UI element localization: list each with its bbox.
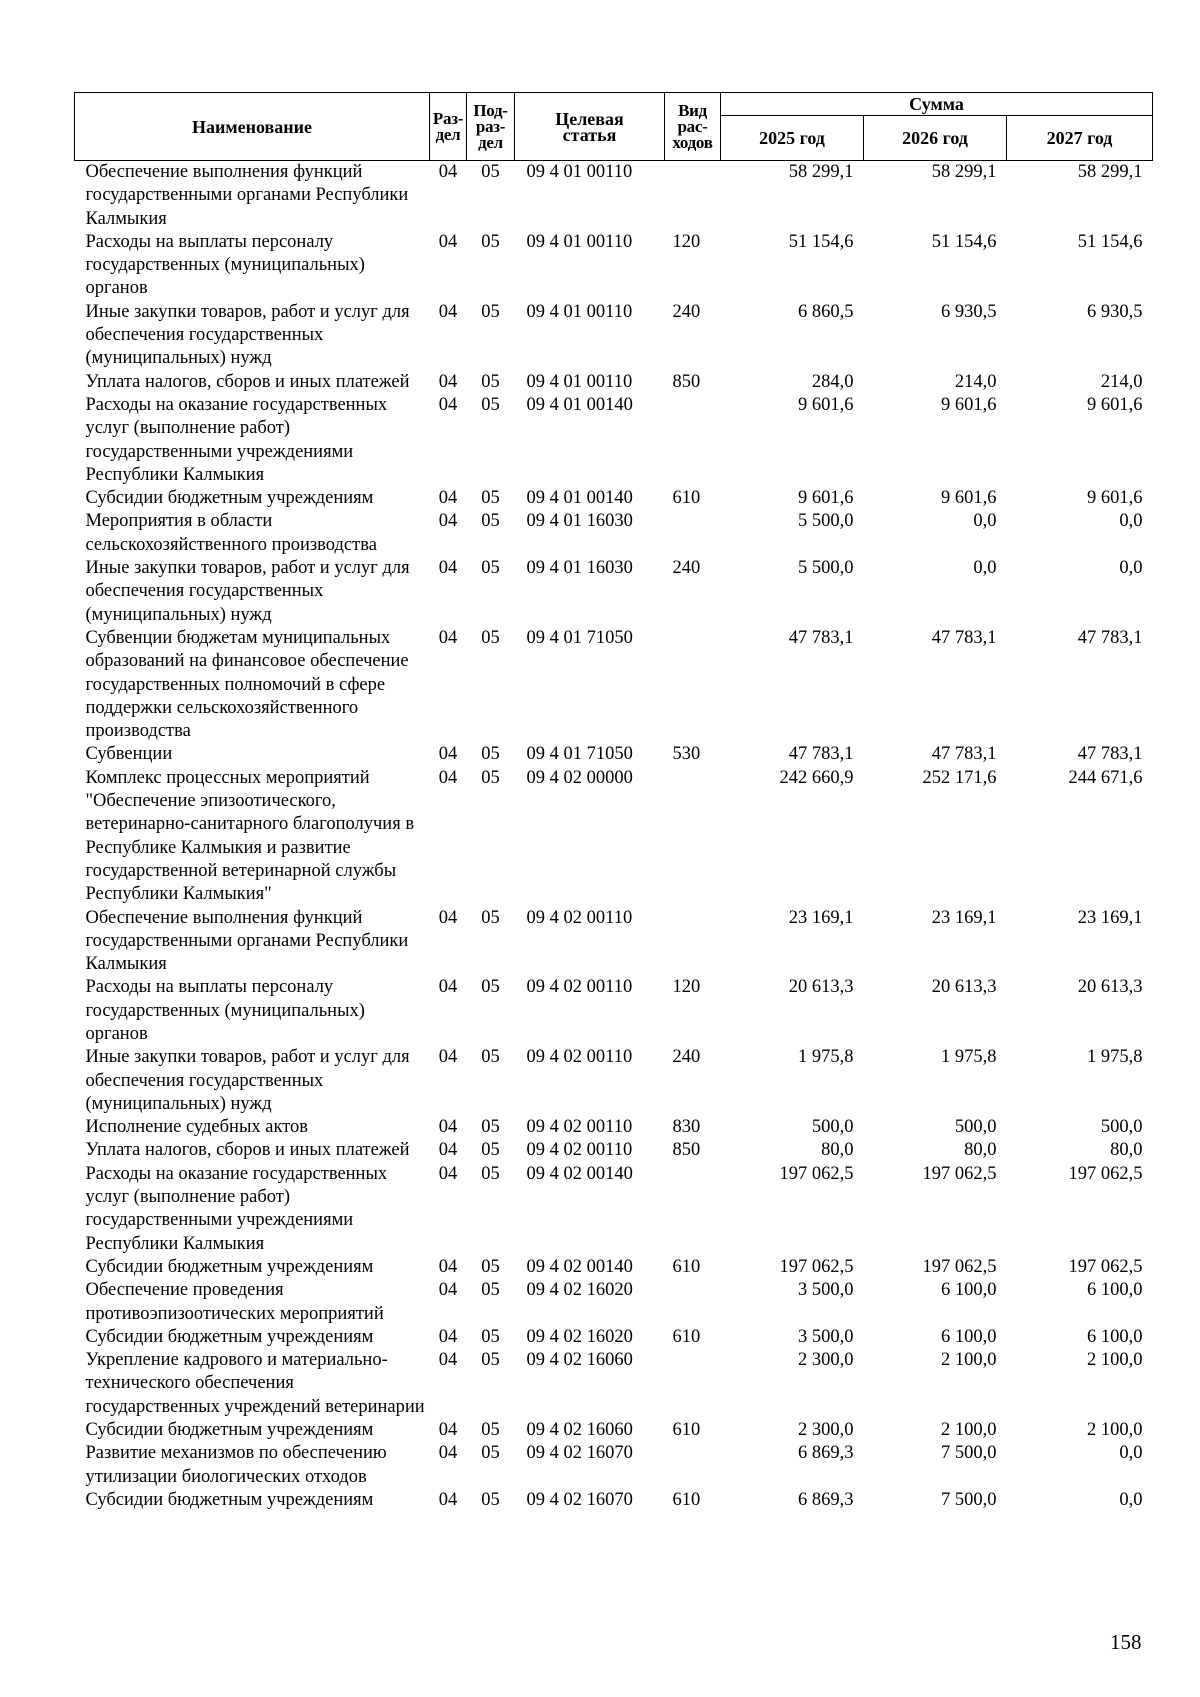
cell-amount-2025: 3 500,0 — [798, 1280, 854, 1301]
cell-name: Обеспечение выполнения функций государственными органами Республики Калмыкия — [85, 162, 409, 229]
cell-amount-2027: 47 783,1 — [1077, 744, 1143, 765]
cell-name: Расходы на выплаты персоналу государственных (муниципальных) органов — [85, 231, 365, 299]
table-row — [75, 1256, 1153, 1279]
cell-podrazdel: 05 — [481, 371, 500, 392]
page-number: 158 — [1110, 1630, 1142, 1654]
table-row — [75, 1349, 1153, 1419]
cell-razdel: 04 — [438, 627, 458, 648]
cell-amount-2026: 0,0 — [973, 558, 997, 579]
table-row — [75, 907, 1153, 977]
cell-vid-raskhodov: 610 — [672, 1326, 701, 1347]
cell-amount-2026: 2 100,0 — [941, 1350, 997, 1371]
cell-razdel: 04 — [438, 231, 458, 252]
cell-amount-2027: 197 062,5 — [1068, 1163, 1143, 1184]
table-row — [75, 1419, 1153, 1442]
table-row — [75, 1442, 1153, 1489]
table-row — [75, 1163, 1153, 1256]
cell-podrazdel: 05 — [481, 977, 500, 998]
cell-vid-raskhodov — [665, 627, 721, 743]
table-row — [75, 1326, 1153, 1349]
cell-vid-raskhodov: 120 — [672, 977, 701, 998]
cell-tselevaya-statya: 09 4 02 16060 — [526, 1420, 633, 1441]
cell-tselevaya-statya: 09 4 01 00110 — [526, 162, 633, 182]
cell-amount-2025: 20 613,3 — [788, 977, 854, 998]
cell-amount-2026: 47 783,1 — [931, 744, 997, 765]
cell-amount-2026: 20 613,3 — [931, 977, 997, 998]
table-row — [75, 1116, 1153, 1139]
cell-amount-2025: 58 299,1 — [788, 162, 854, 182]
cell-podrazdel: 05 — [481, 301, 500, 322]
cell-amount-2026: 252 171,6 — [922, 767, 997, 788]
cell-podrazdel: 05 — [481, 511, 500, 532]
cell-amount-2027: 0,0 — [1119, 558, 1143, 579]
cell-vid-raskhodov — [665, 1349, 721, 1419]
cell-tselevaya-statya: 09 4 01 00140 — [526, 488, 633, 509]
cell-vid-raskhodov: 240 — [672, 558, 701, 579]
cell-amount-2027: 9 601,6 — [1087, 488, 1143, 509]
header-summa: Сумма — [721, 93, 1153, 116]
cell-tselevaya-statya: 09 4 02 00110 — [526, 1117, 633, 1138]
cell-amount-2027: 20 613,3 — [1077, 977, 1143, 998]
cell-name: Расходы на выплаты персоналу государственных (муниципальных) органов — [85, 977, 365, 1044]
cell-tselevaya-statya: 09 4 02 00140 — [526, 1163, 633, 1184]
cell-amount-2026: 197 062,5 — [922, 1256, 997, 1277]
cell-amount-2027: 51 154,6 — [1077, 231, 1143, 252]
cell-amount-2026: 23 169,1 — [931, 907, 997, 928]
cell-amount-2026: 0,0 — [973, 511, 997, 532]
cell-podrazdel: 05 — [481, 1420, 500, 1441]
cell-vid-raskhodov: 120 — [672, 231, 701, 252]
cell-amount-2027: 47 783,1 — [1077, 627, 1143, 648]
cell-razdel: 04 — [438, 1350, 458, 1371]
cell-razdel: 04 — [438, 1489, 458, 1510]
header-year-2025: 2025 год — [721, 116, 864, 161]
cell-amount-2026: 6 930,5 — [941, 301, 997, 322]
cell-amount-2027: 500,0 — [1100, 1117, 1143, 1138]
header-name: Наименование — [75, 93, 430, 161]
cell-amount-2026: 500,0 — [954, 1117, 997, 1138]
header-vid-raskhodov: Вид рас- ходов — [665, 93, 721, 161]
table-row — [75, 627, 1153, 743]
cell-amount-2025: 9 601,6 — [798, 488, 854, 509]
table-row — [75, 557, 1153, 627]
cell-name: Уплата налогов, сборов и иных платежей — [85, 1140, 410, 1161]
cell-razdel: 04 — [438, 394, 458, 415]
cell-name: Иные закупки товаров, работ и услуг для обеспечения государственных (муниципальных) нужд — [85, 1047, 410, 1114]
cell-amount-2027: 6 100,0 — [1087, 1280, 1143, 1301]
cell-podrazdel: 05 — [481, 231, 500, 252]
cell-tselevaya-statya: 09 4 02 16060 — [526, 1350, 633, 1371]
cell-amount-2025: 197 062,5 — [779, 1256, 854, 1277]
cell-amount-2026: 51 154,6 — [931, 231, 997, 252]
cell-razdel: 04 — [438, 488, 458, 509]
header-tselevaya-statya: Целевая статья — [515, 93, 665, 161]
cell-amount-2026: 47 783,1 — [931, 627, 997, 648]
cell-tselevaya-statya: 09 4 02 16020 — [526, 1280, 633, 1301]
cell-name: Укрепление кадрового и материально-технического обеспечения государственных учреждений ветеринарии — [85, 1350, 425, 1417]
cell-amount-2026: 80,0 — [964, 1140, 997, 1161]
header-razdel: Раз- дел — [430, 93, 467, 161]
cell-amount-2025: 1 975,8 — [798, 1047, 854, 1068]
header-year-2027: 2027 год — [1007, 116, 1153, 161]
cell-amount-2026: 214,0 — [954, 371, 997, 392]
cell-vid-raskhodov — [665, 1442, 721, 1489]
cell-amount-2027: 80,0 — [1110, 1140, 1143, 1161]
cell-amount-2025: 23 169,1 — [788, 907, 854, 928]
cell-name: Иные закупки товаров, работ и услуг для обеспечения государственных (муниципальных) нужд — [85, 301, 410, 369]
cell-podrazdel: 05 — [481, 488, 500, 509]
cell-tselevaya-statya: 09 4 01 16030 — [526, 558, 633, 579]
cell-razdel: 04 — [438, 1280, 458, 1301]
cell-amount-2025: 6 860,5 — [798, 301, 854, 322]
cell-amount-2025: 5 500,0 — [798, 558, 854, 579]
cell-amount-2027: 197 062,5 — [1068, 1256, 1143, 1277]
cell-podrazdel: 05 — [481, 1256, 500, 1277]
cell-amount-2025: 284,0 — [811, 371, 854, 392]
cell-tselevaya-statya: 09 4 02 00000 — [526, 767, 633, 788]
cell-podrazdel: 05 — [481, 907, 500, 928]
cell-name: Расходы на оказание государственных услуг (выполнение работ) государственными учреждениями Республики Калмыкия — [85, 394, 388, 485]
table-row — [75, 487, 1153, 510]
cell-vid-raskhodov: 830 — [672, 1117, 701, 1138]
cell-tselevaya-statya: 09 4 02 16070 — [526, 1443, 633, 1464]
cell-amount-2025: 9 601,6 — [798, 394, 854, 415]
cell-tselevaya-statya: 09 4 01 00110 — [526, 371, 633, 392]
cell-name: Субсидии бюджетным учреждениям — [85, 1420, 374, 1441]
cell-vid-raskhodov — [665, 510, 721, 557]
cell-amount-2025: 242 660,9 — [779, 767, 854, 788]
cell-tselevaya-statya: 09 4 01 00140 — [526, 394, 633, 415]
cell-razdel: 04 — [438, 511, 458, 532]
cell-name: Субсидии бюджетным учреждениям — [85, 1326, 374, 1347]
cell-tselevaya-statya: 09 4 02 00110 — [526, 907, 633, 928]
cell-name: Субсидии бюджетным учреждениям — [85, 488, 374, 509]
cell-vid-raskhodov — [665, 767, 721, 907]
cell-amount-2027: 2 100,0 — [1087, 1350, 1143, 1371]
cell-tselevaya-statya: 09 4 02 16070 — [526, 1489, 633, 1510]
table-row — [75, 767, 1153, 907]
cell-amount-2027: 214,0 — [1100, 371, 1143, 392]
cell-amount-2027: 2 100,0 — [1087, 1420, 1143, 1441]
cell-name: Субвенции — [85, 744, 173, 765]
cell-vid-raskhodov: 610 — [672, 1489, 701, 1510]
cell-tselevaya-statya: 09 4 02 00110 — [526, 1047, 633, 1068]
cell-name: Уплата налогов, сборов и иных платежей — [85, 371, 410, 392]
cell-amount-2027: 58 299,1 — [1077, 162, 1143, 182]
cell-podrazdel: 05 — [481, 1117, 500, 1138]
table-row — [75, 394, 1153, 487]
cell-razdel: 04 — [438, 1163, 458, 1184]
cell-amount-2025: 500,0 — [811, 1117, 854, 1138]
cell-podrazdel: 05 — [481, 1140, 500, 1161]
cell-amount-2025: 80,0 — [821, 1140, 854, 1161]
cell-podrazdel: 05 — [481, 767, 500, 788]
cell-podrazdel: 05 — [481, 1047, 500, 1068]
cell-razdel: 04 — [438, 1256, 458, 1277]
cell-vid-raskhodov — [665, 161, 721, 231]
cell-razdel: 04 — [438, 977, 458, 998]
table-row — [75, 1139, 1153, 1162]
cell-amount-2027: 0,0 — [1119, 511, 1143, 532]
cell-razdel: 04 — [438, 1140, 458, 1161]
cell-amount-2025: 3 500,0 — [798, 1326, 854, 1347]
cell-podrazdel: 05 — [481, 1280, 500, 1301]
cell-amount-2027: 6 930,5 — [1087, 301, 1143, 322]
cell-razdel: 04 — [438, 162, 458, 182]
cell-name: Обеспечение проведения противоэпизоотических мероприятий — [85, 1280, 384, 1324]
cell-amount-2026: 6 100,0 — [941, 1326, 997, 1347]
cell-razdel: 04 — [438, 907, 458, 928]
table-row — [75, 161, 1153, 231]
cell-vid-raskhodov: 240 — [672, 301, 701, 322]
cell-vid-raskhodov: 610 — [672, 488, 701, 509]
cell-razdel: 04 — [438, 371, 458, 392]
cell-name: Субвенции бюджетам муниципальных образований на финансовое обеспечение государственных полномочий в сфере поддержки сельскохозяйственного производства — [85, 627, 409, 742]
cell-vid-raskhodov: 530 — [672, 744, 701, 765]
cell-podrazdel: 05 — [481, 1350, 500, 1371]
cell-vid-raskhodov — [665, 394, 721, 487]
cell-tselevaya-statya: 09 4 02 00110 — [526, 1140, 633, 1161]
cell-name: Развитие механизмов по обеспечению утилизации биологических отходов — [85, 1443, 387, 1487]
cell-amount-2027: 1 975,8 — [1087, 1047, 1143, 1068]
table-row — [75, 1279, 1153, 1326]
cell-amount-2025: 2 300,0 — [798, 1420, 854, 1441]
cell-vid-raskhodov: 610 — [672, 1420, 701, 1441]
cell-razdel: 04 — [438, 558, 458, 579]
table-row — [75, 371, 1153, 394]
table-header — [75, 93, 1153, 161]
cell-amount-2025: 47 783,1 — [788, 744, 854, 765]
cell-tselevaya-statya: 09 4 01 71050 — [526, 744, 633, 765]
cell-tselevaya-statya: 09 4 01 16030 — [526, 511, 633, 532]
cell-amount-2027: 6 100,0 — [1087, 1326, 1143, 1347]
cell-amount-2026: 6 100,0 — [941, 1280, 997, 1301]
table-row — [75, 231, 1153, 301]
cell-podrazdel: 05 — [481, 394, 500, 415]
cell-amount-2026: 7 500,0 — [941, 1489, 997, 1510]
cell-podrazdel: 05 — [481, 744, 500, 765]
cell-amount-2026: 2 100,0 — [941, 1420, 997, 1441]
cell-name: Субсидии бюджетным учреждениям — [85, 1256, 374, 1277]
cell-podrazdel: 05 — [481, 627, 500, 648]
cell-amount-2026: 1 975,8 — [941, 1047, 997, 1068]
cell-name: Обеспечение выполнения функций государственными органами Республики Калмыкия — [85, 907, 409, 975]
cell-vid-raskhodov — [665, 1163, 721, 1256]
cell-amount-2027: 0,0 — [1119, 1443, 1143, 1464]
cell-razdel: 04 — [438, 1420, 458, 1441]
header-podrazdel: Под- раз- дел — [467, 93, 515, 161]
cell-name: Мероприятия в области сельскохозяйственного производства — [85, 511, 377, 555]
cell-name: Иные закупки товаров, работ и услуг для обеспечения государственных (муниципальных) нужд — [85, 558, 410, 625]
table-row — [75, 743, 1153, 766]
cell-name: Расходы на оказание государственных услуг (выполнение работ) государственными учреждениями Республики Калмыкия — [85, 1163, 388, 1254]
cell-tselevaya-statya: 09 4 01 71050 — [526, 627, 633, 648]
cell-name: Субсидии бюджетным учреждениям — [85, 1489, 374, 1510]
cell-amount-2025: 197 062,5 — [779, 1163, 854, 1184]
cell-amount-2025: 47 783,1 — [788, 627, 854, 648]
cell-vid-raskhodov: 240 — [672, 1047, 701, 1068]
cell-amount-2026: 58 299,1 — [931, 162, 997, 182]
cell-amount-2025: 2 300,0 — [798, 1350, 854, 1371]
cell-vid-raskhodov — [665, 907, 721, 977]
cell-vid-raskhodov: 610 — [672, 1256, 701, 1277]
cell-vid-raskhodov — [665, 1279, 721, 1326]
document-page — [74, 92, 1152, 1512]
cell-amount-2026: 9 601,6 — [941, 488, 997, 509]
cell-amount-2025: 6 869,3 — [798, 1489, 854, 1510]
cell-amount-2026: 9 601,6 — [941, 394, 997, 415]
cell-name: Комплекс процессных мероприятий "Обеспечение эпизоотического, ветеринарно-санитарного благополучия в Республике Калмыкия и развитие государственной ветеринарной службы Республики Калмыкия" — [85, 767, 415, 905]
table-row — [75, 1046, 1153, 1116]
cell-razdel: 04 — [438, 767, 458, 788]
cell-razdel: 04 — [438, 1047, 458, 1068]
cell-tselevaya-statya: 09 4 02 00140 — [526, 1256, 633, 1277]
cell-razdel: 04 — [438, 301, 458, 322]
cell-vid-raskhodov: 850 — [672, 1140, 701, 1161]
cell-podrazdel: 05 — [481, 1326, 500, 1347]
cell-tselevaya-statya: 09 4 01 00110 — [526, 231, 633, 252]
cell-amount-2027: 23 169,1 — [1077, 907, 1143, 928]
cell-amount-2025: 6 869,3 — [798, 1443, 854, 1464]
header-year-2026: 2026 год — [864, 116, 1007, 161]
cell-amount-2025: 51 154,6 — [788, 231, 854, 252]
cell-podrazdel: 05 — [481, 162, 500, 182]
cell-razdel: 04 — [438, 1117, 458, 1138]
cell-tselevaya-statya: 09 4 02 16020 — [526, 1326, 633, 1347]
cell-amount-2027: 9 601,6 — [1087, 394, 1143, 415]
cell-razdel: 04 — [438, 1326, 458, 1347]
table-row — [75, 301, 1153, 371]
cell-podrazdel: 05 — [481, 1443, 500, 1464]
cell-podrazdel: 05 — [481, 558, 500, 579]
table-row — [75, 510, 1153, 557]
cell-amount-2026: 7 500,0 — [941, 1443, 997, 1464]
cell-vid-raskhodov: 850 — [672, 371, 701, 392]
table-row — [75, 976, 1153, 1046]
cell-razdel: 04 — [438, 1443, 458, 1464]
cell-amount-2027: 0,0 — [1119, 1489, 1143, 1510]
cell-razdel: 04 — [438, 744, 458, 765]
budget-table — [74, 92, 1153, 1512]
table-row — [75, 1489, 1153, 1512]
cell-podrazdel: 05 — [481, 1489, 500, 1510]
cell-tselevaya-statya: 09 4 01 00110 — [526, 301, 633, 322]
cell-podrazdel: 05 — [481, 1163, 500, 1184]
cell-amount-2025: 5 500,0 — [798, 511, 854, 532]
table-body — [75, 161, 1153, 1513]
cell-amount-2027: 244 671,6 — [1068, 767, 1143, 788]
cell-tselevaya-statya: 09 4 02 00110 — [526, 977, 633, 998]
cell-amount-2026: 197 062,5 — [922, 1163, 997, 1184]
cell-name: Исполнение судебных актов — [85, 1117, 309, 1138]
